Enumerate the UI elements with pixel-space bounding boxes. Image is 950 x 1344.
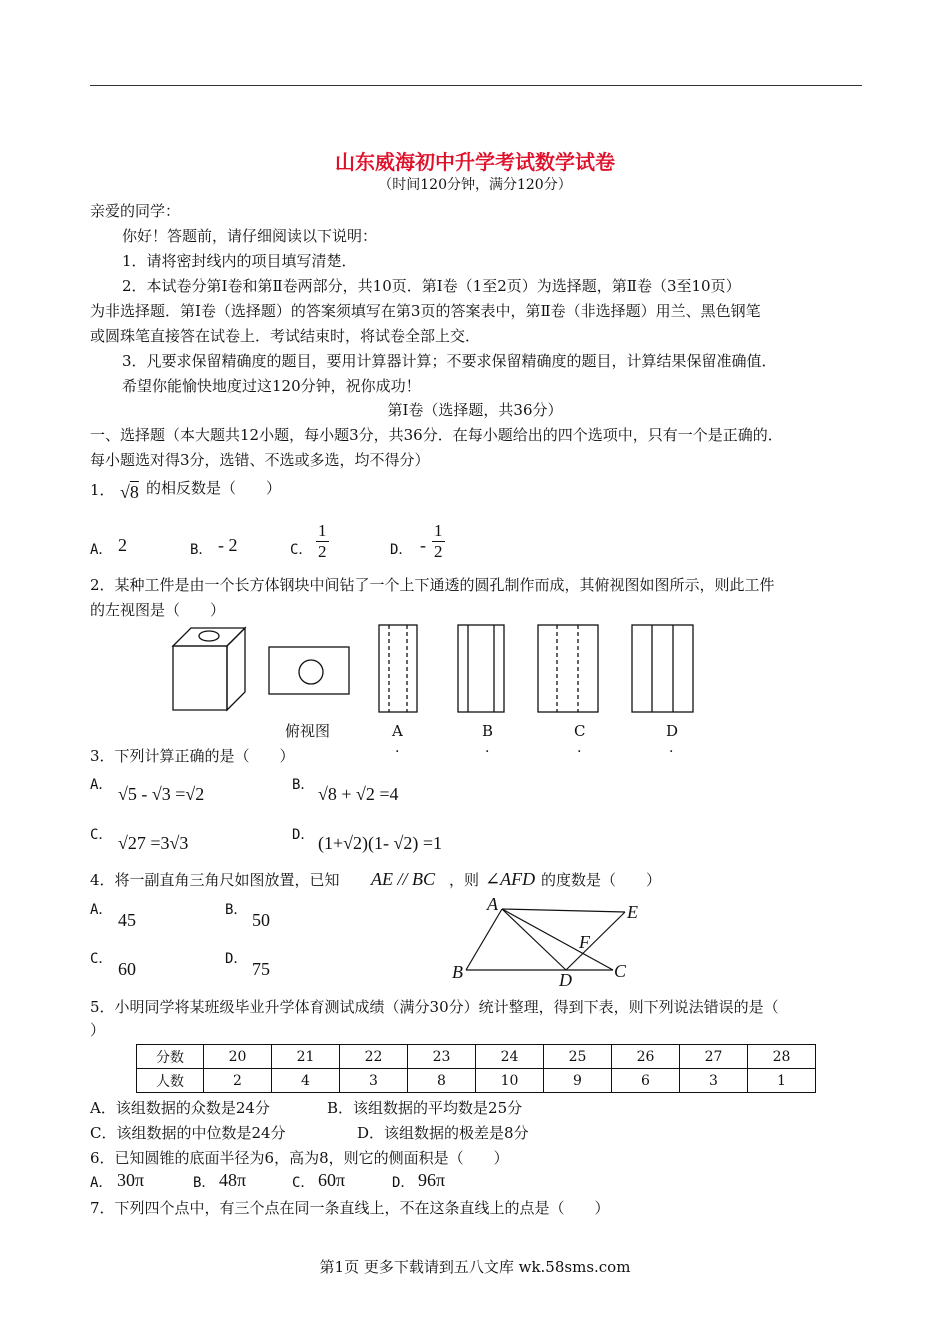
table-cell: 22 (340, 1045, 408, 1069)
q4-stem-pre: 4．将一副直角三角尺如图放置，已知 (90, 871, 340, 889)
q4-option-a-label: A． (90, 902, 113, 918)
q1-option-a-value: 2 (118, 535, 127, 555)
q6-option-c-value: 60π (318, 1170, 346, 1190)
q6-option-a-label: A． (90, 1175, 113, 1191)
q3-option-a-label: A． (90, 777, 113, 793)
q2-top-view-caption: 俯视图 (285, 722, 331, 740)
table-cell: 3 (680, 1069, 748, 1093)
q4-stem-post: 的度数是（ ） (541, 871, 662, 889)
q1-d-numerator: 1 (434, 521, 443, 540)
option-a-figure (379, 625, 417, 712)
q5-option-d: D．该组数据的极差是8分 (357, 1124, 529, 1142)
q3-stem: 3．下列计算正确的是（ ） (90, 747, 295, 765)
q4-stem-math-1: AE // BC (371, 869, 435, 889)
q4-stem-math-2: ∠AFD (485, 869, 536, 889)
top-view-hole (299, 660, 323, 684)
q6-option-b-value: 48π (219, 1170, 247, 1190)
q4-point-f: F (579, 932, 590, 952)
page-footer: 第1页 更多下载请到五八文库 wk.58sms.com (319, 1258, 631, 1276)
instruction-3: 3．凡要求保留精确度的题目，要用计算器计算；不要求保留精确度的题目，计算结果保留准确值． (122, 352, 777, 370)
q4-option-d-label: D． (225, 951, 248, 967)
q5-stem-1: 5．小明同学将某班级毕业升学体育测试成绩（满分30分）统计整理，得到下表，则下列说法错误的是（ (90, 998, 779, 1016)
table-cell: 10 (476, 1069, 544, 1093)
cube-front-face (173, 646, 227, 710)
table-cell: 1 (748, 1069, 816, 1093)
q4-option-a-value: 45 (118, 910, 136, 930)
q2-option-d-label: D (666, 722, 679, 740)
q2-option-d-dot: . (669, 740, 674, 756)
section-instructions-2: 每小题选对得3分，选错、不选或多选，均不得分） (90, 451, 430, 469)
instruction-2c: 或圆珠笔直接答在试卷上．考试结束时，将试卷全部上交． (90, 327, 481, 345)
cube-side-face (227, 628, 245, 710)
option-b-figure (458, 625, 504, 712)
q5-stem-2: ） (90, 1021, 106, 1039)
q6-option-c-label: C． (292, 1175, 315, 1191)
q2-option-a-dot: . (395, 740, 400, 756)
q1-option-a-label: A． (90, 542, 113, 558)
q6-option-d-label: D． (392, 1175, 415, 1191)
q4-stem-mid: ，则 (449, 871, 480, 889)
row-header-score: 分数 (137, 1045, 204, 1069)
q2-option-b-label: B (482, 722, 494, 740)
option-c-figure (538, 625, 598, 712)
instruction-1: 1．请将密封线内的项目填写清楚． (122, 252, 357, 270)
q5-option-b: B．该组数据的平均数是25分 (327, 1099, 523, 1117)
q4-point-c: C (614, 961, 627, 981)
top-view-rect (269, 647, 349, 694)
q2-option-a-label: A (392, 722, 403, 740)
q2-option-b-dot: . (485, 740, 490, 756)
table-cell: 28 (748, 1045, 816, 1069)
q1-c-numerator: 1 (318, 521, 327, 540)
wish-line: 希望你能愉快地度过这120分钟，祝你成功！ (122, 377, 421, 395)
instruction-2b: 为非选择题．第Ⅰ卷（选择题）的答案须填写在第3页的答案表中，第Ⅱ卷（非选择题）用兰、黑色钢笔 (90, 302, 761, 320)
q1-radical: √8 (120, 482, 139, 502)
q3-option-a-expr: √5 - √3 =√2 (118, 784, 205, 804)
table-cell: 23 (408, 1045, 476, 1069)
table-cell: 4 (272, 1069, 340, 1093)
table-cell: 26 (612, 1045, 680, 1069)
q3-option-c-expr: √27 =3√3 (118, 833, 189, 853)
q3-option-d-label: D． (292, 827, 315, 843)
q2-option-c-dot: . (577, 740, 582, 756)
q4-option-b-label: B． (225, 902, 248, 918)
q4-option-c-label: C． (90, 951, 113, 967)
q4-option-c-value: 60 (118, 959, 136, 979)
q1-radicand: 8 (129, 482, 139, 502)
q7-stem: 7．下列四个点中，有三个点在同一条直线上，不在这条直线上的点是（ ） (90, 1199, 610, 1217)
q2-stem-1: 2．某种工件是由一个长方体钢块中间钻了一个上下通透的圆孔制作而成，其俯视图如图所示，则此工件 (90, 576, 775, 594)
table-cell: 8 (408, 1069, 476, 1093)
q1-number: 1． (90, 481, 115, 499)
q5-score-table (136, 1044, 816, 1093)
q4-option-d-value: 75 (252, 959, 270, 979)
q1-option-b-value: - 2 (218, 535, 238, 555)
q3-option-c-label: C． (90, 827, 113, 843)
q1-option-d-label: D． (390, 542, 413, 558)
q1-option-d-sign: - (420, 535, 426, 555)
table-row (137, 1069, 816, 1093)
part1-heading: 第Ⅰ卷（选择题，共36分） (387, 401, 563, 419)
intro-line: 你好！答题前，请仔细阅读以下说明： (122, 227, 378, 245)
table-cell: 20 (204, 1045, 272, 1069)
q4-triangle-figure (466, 909, 625, 970)
q1-option-c-label: C． (290, 542, 313, 558)
table-cell: 6 (612, 1069, 680, 1093)
table-cell: 24 (476, 1045, 544, 1069)
q4-point-a: A (487, 894, 498, 914)
q5-option-c: C．该组数据的中位数是24分 (90, 1124, 286, 1142)
table-cell: 2 (204, 1069, 272, 1093)
option-d-figure (632, 625, 693, 712)
q6-option-d-value: 96π (418, 1170, 446, 1190)
table-cell: 9 (544, 1069, 612, 1093)
page-subtitle: （时间120分钟，满分120分） (378, 177, 572, 193)
q2-stem-2: 的左视图是（ ） (90, 601, 226, 619)
q6-option-a-value: 30π (117, 1170, 145, 1190)
instruction-2a: 2．本试卷分第Ⅰ卷和第Ⅱ卷两部分，共10页．第Ⅰ卷（1至2页）为选择题，第Ⅱ卷（3至10页） (122, 277, 741, 295)
q1-stem: 的相反数是（ ） (146, 479, 282, 497)
table-cell: 3 (340, 1069, 408, 1093)
table-cell: 27 (680, 1045, 748, 1069)
q3-option-b-expr: √8 + √2 =4 (318, 784, 399, 804)
q1-c-denominator: 2 (318, 542, 327, 561)
q3-option-d-expr: (1+√2)(1- √2) =1 (318, 833, 443, 853)
q6-option-b-label: B． (193, 1175, 216, 1191)
page-title: 山东威海初中升学考试数学试卷 (335, 150, 615, 174)
q4-point-d: D (559, 970, 572, 990)
q3-option-b-label: B． (292, 777, 315, 793)
table-cell: 21 (272, 1045, 340, 1069)
q5-option-a: A．该组数据的众数是24分 (90, 1099, 270, 1117)
q1-option-b-label: B． (190, 542, 213, 558)
greeting: 亲爱的同学： (90, 202, 181, 220)
table-cell: 25 (544, 1045, 612, 1069)
cube-hole (199, 631, 219, 641)
q4-point-e: E (627, 902, 638, 922)
q4-option-b-value: 50 (252, 910, 270, 930)
q2-option-c-label: C (574, 722, 586, 740)
q6-stem: 6．已知圆锥的底面半径为6，高为8，则它的侧面积是（ ） (90, 1149, 509, 1167)
q1-d-denominator: 2 (434, 542, 443, 561)
table-row (137, 1045, 816, 1069)
q4-point-b: B (452, 962, 463, 982)
section-instructions-1: 一、选择题（本大题共12小题，每小题3分，共36分．在每小题给出的四个选项中，只有一个是正确的． (90, 426, 783, 444)
row-header-count: 人数 (137, 1069, 204, 1093)
